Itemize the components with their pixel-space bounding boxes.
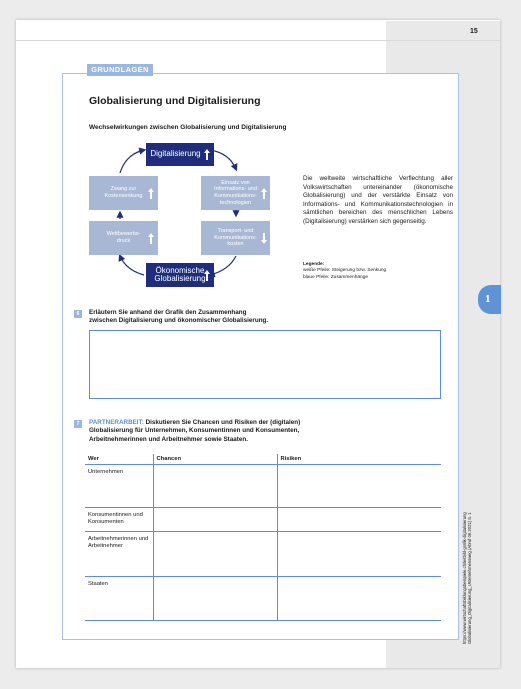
table-row bbox=[85, 507, 441, 531]
header-rule bbox=[16, 40, 500, 41]
task-7-text bbox=[89, 419, 300, 444]
box-transport-line1: Transport- und bbox=[217, 228, 254, 235]
cell-chancen-konsumenten[interactable] bbox=[153, 507, 277, 531]
task-7-number: 7 bbox=[74, 420, 82, 428]
arrow-global-to-wettbewerb bbox=[120, 256, 144, 275]
box-ikt-line2: Informations- und bbox=[214, 186, 257, 193]
diagram-description: Die weltweite wirtschaftliche Verflechtung aller Volkswirtschaften untereinander (ökonomische Globalisierung) und der verstärkte Einsatz von Informations- und Kommunikationstechnologien in sämtlichen bereichen des menschlichen Lebens (Digitalisierung) verstärken sich gegenseitig. bbox=[303, 175, 453, 225]
row-label-arbeitnehmer: Arbeitnehmerinnen und Arbeitnehmer bbox=[85, 531, 153, 576]
white-up-arrow-icon bbox=[148, 233, 154, 244]
task-6-line1: Erläutern Sie anhand der Grafik den Zusammenhang bbox=[89, 309, 247, 316]
white-up-arrow-icon bbox=[204, 270, 210, 281]
box-wettbewerbsdruck-line1: Wettbewerbs- bbox=[106, 231, 141, 238]
box-wettbewerbsdruck-line2: druck bbox=[116, 238, 131, 244]
table-row bbox=[85, 464, 441, 507]
box-transportkosten bbox=[201, 221, 270, 255]
cell-risiken-konsumenten[interactable] bbox=[277, 507, 441, 531]
source-note bbox=[462, 454, 472, 644]
box-kostensenkung bbox=[89, 176, 158, 210]
box-transport-line2: Kommunikations- bbox=[214, 234, 257, 241]
table-row bbox=[85, 576, 441, 620]
row-label-unternehmen: Unternehmen bbox=[85, 464, 153, 507]
box-oekonomische-globalisierung bbox=[146, 263, 214, 287]
page-number: 15 bbox=[470, 28, 478, 35]
arrow-kosten-to-digital bbox=[120, 150, 144, 173]
box-digitalisierung-label: Digitalisierung bbox=[150, 149, 201, 159]
discussion-table bbox=[85, 454, 441, 621]
column-header-wer: Wer bbox=[85, 454, 153, 464]
task-6-answer-box[interactable] bbox=[89, 330, 441, 399]
cell-chancen-unternehmen[interactable] bbox=[153, 464, 277, 507]
white-up-arrow-icon bbox=[148, 188, 154, 199]
legend-line-blue: blaue Pfeile: Zusammenhänge bbox=[303, 274, 369, 280]
cell-risiken-unternehmen[interactable] bbox=[277, 464, 441, 507]
cell-chancen-staaten[interactable] bbox=[153, 576, 277, 620]
box-ikt-line3: Kommunikations- bbox=[214, 193, 257, 199]
column-header-risiken: Risiken bbox=[277, 454, 441, 464]
white-up-arrow-icon bbox=[204, 149, 210, 160]
white-down-arrow-icon bbox=[261, 233, 267, 244]
box-global-line1: Ökonomische bbox=[155, 265, 205, 275]
table-header-row bbox=[85, 454, 441, 464]
task-6-text bbox=[89, 309, 268, 326]
source-note-line1: https://www.wirtschaftsbildungsbeispiele.ch/leitbild-grafik-digitalisierung bbox=[462, 512, 467, 644]
box-ikt-einsatz bbox=[201, 176, 270, 210]
box-wettbewerbsdruck bbox=[89, 221, 158, 255]
task-6-number: 6 bbox=[74, 310, 82, 318]
chapter-tab: 1 bbox=[478, 285, 501, 314]
cell-chancen-arbeitnehmer[interactable] bbox=[153, 531, 277, 576]
page-title: Globalisierung und Digitalisierung bbox=[89, 95, 261, 107]
table-row bbox=[85, 531, 441, 576]
column-header-chancen: Chancen bbox=[153, 454, 277, 464]
box-digitalisierung bbox=[146, 143, 214, 166]
legend-line-white: weiße Pfeile: Steigerung bzw. Senkung bbox=[303, 268, 387, 274]
box-transport-line3: kosten bbox=[227, 241, 244, 248]
cell-risiken-arbeitnehmer[interactable] bbox=[277, 531, 441, 576]
task-7-line3: Arbeitnehmerinnen und Arbeitnehmer sowie Staaten. bbox=[89, 435, 248, 443]
task-7-label: PARTNERARBEIT: bbox=[89, 419, 144, 426]
legend-title: Legende: bbox=[303, 262, 325, 267]
row-label-konsumenten: Konsumentinnen und Konsumenten bbox=[85, 507, 153, 531]
task-6-line2: zwischen Digitalisierung und ökonomischer Globalisierung. bbox=[89, 317, 269, 325]
task-7-line2: Globalisierung für Unternehmen, Konsumentinnen und Konsumenten, bbox=[89, 427, 300, 435]
white-up-arrow-icon bbox=[261, 188, 267, 199]
box-global-line2: Globalisierung bbox=[154, 274, 206, 283]
source-note-line2: Globalisierung_Digitalisierung_Unternehmensweg (Abruf 06.2021) S. 1 bbox=[467, 512, 473, 644]
box-ikt-line4: technologien bbox=[219, 199, 252, 206]
diagram-legend bbox=[303, 262, 453, 281]
task-7-line1: Diskutieren Sie Chancen und Risiken der (digitalen) bbox=[145, 419, 301, 426]
diagram-subtitle: Wechselwirkungen zwischen Globalisierung und Digitalisierung bbox=[89, 124, 287, 131]
box-ikt-line1: Einsatz von bbox=[221, 179, 250, 186]
section-tag: GRUNDLAGEN bbox=[87, 64, 153, 76]
box-kostensenkung-line2: Kostensenkung bbox=[104, 193, 143, 199]
cell-risiken-staaten[interactable] bbox=[277, 576, 441, 620]
row-label-staaten: Staaten bbox=[85, 576, 153, 620]
box-kostensenkung-line1: Zwang zur bbox=[110, 186, 137, 193]
cycle-diagram bbox=[86, 139, 296, 294]
